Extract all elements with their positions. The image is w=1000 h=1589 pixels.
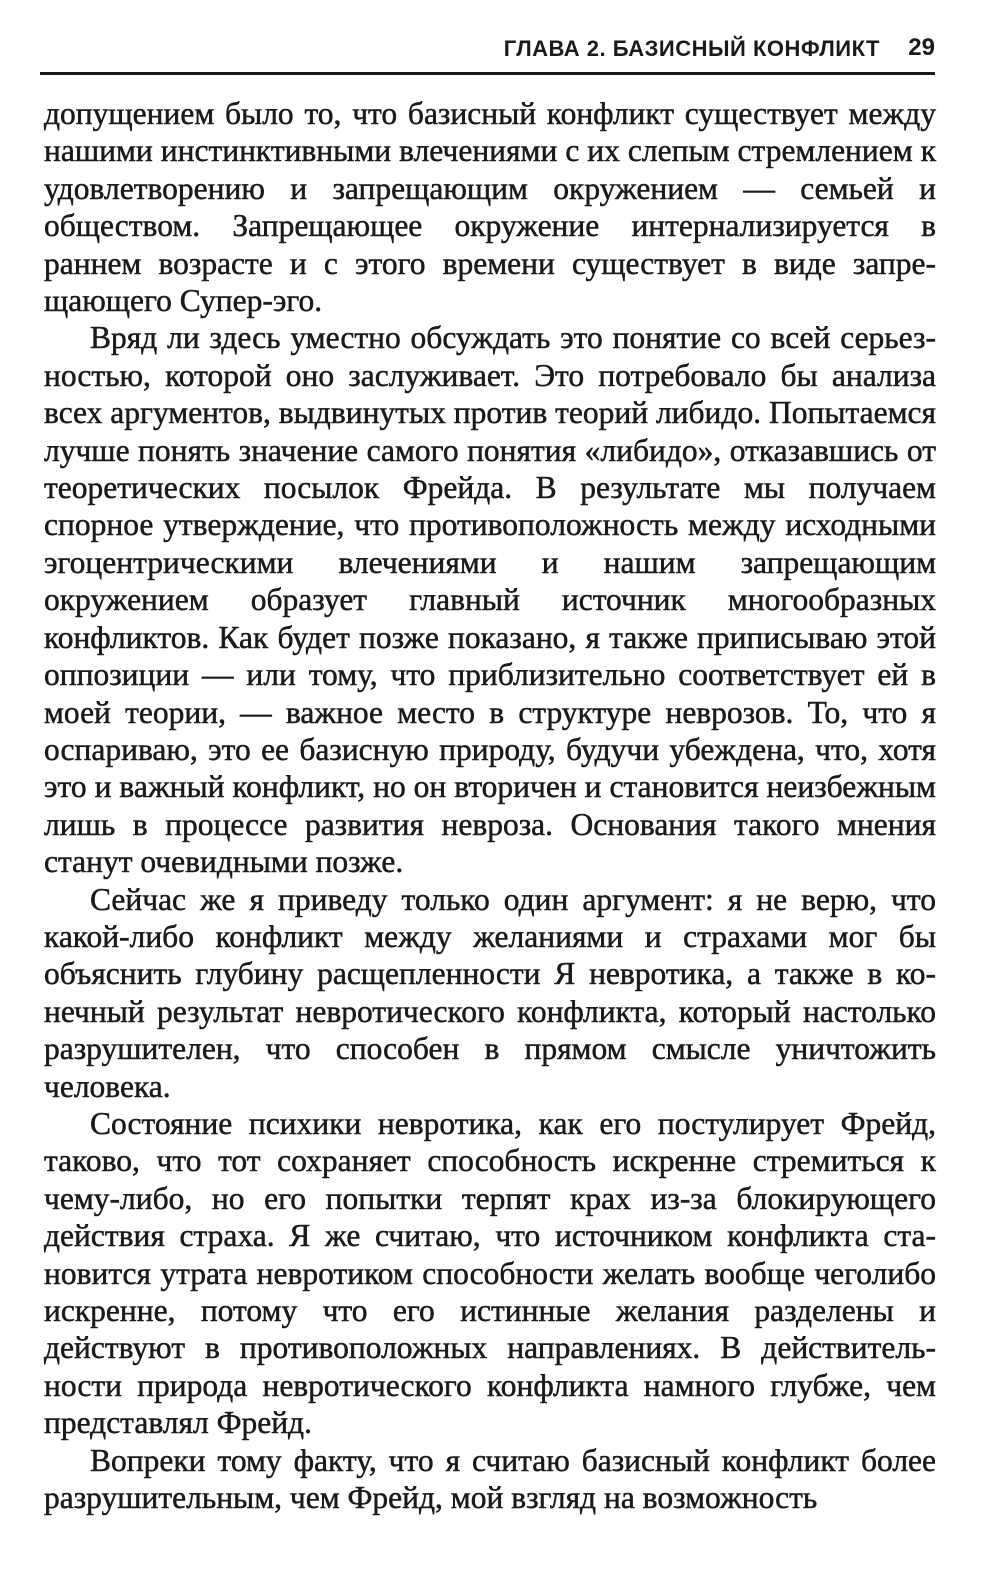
paragraph: Вряд ли здесь уместно обсуждать это понятие со всей серьезностью, которой оно заслуживает. Это потребовало бы анализа всех аргументов, выдвинутых против теорий либидо. Попытаемся лучше понять значение самого понятия «либидо», отказавшись от теоретических посылок Фрейда. В результате мы получаем спорное утверждение, что противоположность между исходными эгоцентрическими влечениями и нашим запрещающим окружением образует главный источник многообразных конфликтов. Как будет позже показано, я также приписываю этой оппозиции — или тому, что приблизительно соответствует ей в моей теории, — важное место в структуре неврозов. То, что я оспариваю, это ее базисную природу, будучи убеждена, что, хотя это и важный конфликт, но он вторичен и становится неизбежным лишь в процессе развития невроза. Основания такого мнения станут очевидными позже. <box>44 320 936 880</box>
chapter-title: ГЛАВА 2. БАЗИСНЫЙ КОНФЛИКТ <box>503 36 880 61</box>
paragraph: Состояние психики невротика, как его постулирует Фрейд, таково, что тот сохраняет способность искренне стремиться к чему-либо, но его попытки терпят крах из-за блокирующего действия страха. Я же считаю, что источником конфликта становится утрата невротиком способности желать вообще чеголибо искренне, потому что его истинные желания разделены и действуют в противоположных направлениях. В действительности природа невротического конфликта намного глубже, чем представлял Фрейд. <box>44 1105 936 1441</box>
paragraph: Вопреки тому факту, что я считаю базисный конфликт более разрушительным, чем Фрейд, мой взгляд на возможность <box>44 1442 936 1516</box>
paragraph-continued: допущением было то, что базисный конфликт существует между нашими инстинктивными влечениями с их слепым стремлением к удовлетворению и запрещающим окружением — семьей и обществом. Запрещающее окружение интернализируется в раннем возрасте и с этого времени существует в виде запрещающего Супер-эго. <box>44 96 936 319</box>
paragraph: Сейчас же я приведу только один аргумент: я не верю, что какой-либо конфликт между желаниями и страхами мог бы объяснить глубину расщепленности Я невротика, а также в конечный результат невротического конфликта, который настолько разрушителен, что способен в прямом смысле уничтожить человека. <box>44 881 936 1104</box>
running-header <box>40 30 935 75</box>
page-number: 29 <box>908 34 935 61</box>
page-body <box>44 95 936 1516</box>
